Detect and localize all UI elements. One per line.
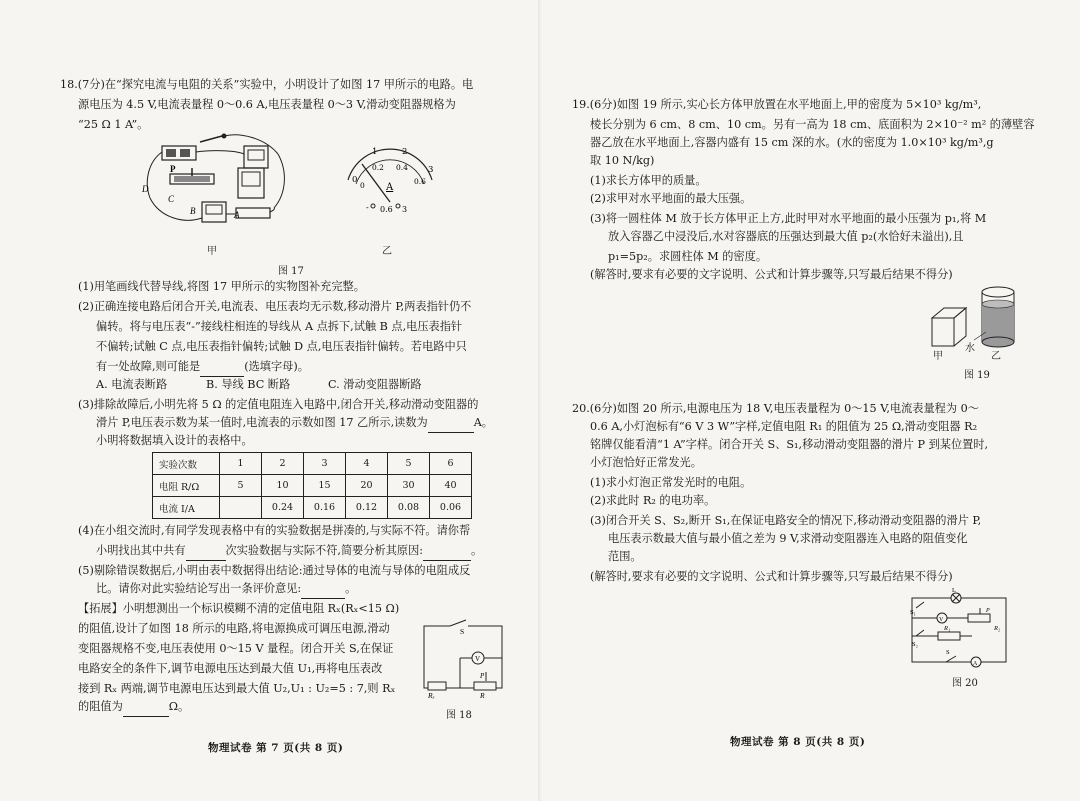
svg-text:V: V [939,617,944,623]
svg-text:S₂: S₂ [912,641,918,648]
table-cell: 20 [346,475,388,497]
q19-line3: 器乙放在水平地面上,容器内盛有 15 cm 深的水。(水的密度为 1.0×10³ kg/m³,g [590,136,994,149]
dial-terminal-06: 0.6 [380,205,393,214]
q18-part2-l2: 偏转。将与电压表“-”接线柱相连的导线从 A 点拆下,试触 B 点,电压表指针 [96,320,463,333]
ext-l1: 【拓展】小明想测出一个标识模糊不清的定值电阻 Rₓ(Rₓ<15 Ω) [78,602,400,615]
dial-tick-3: 3 [428,165,434,175]
table-cell: 0.12 [346,497,388,519]
q19-part2: (2)求甲对水平地面的最大压强。 [590,192,752,205]
svg-text:P: P [170,164,176,174]
dial-terminal-3: 3 [402,205,408,214]
ext-l6 [78,698,189,717]
q19-part1: (1)求长方体甲的质量。 [590,174,707,187]
answer-blank[interactable] [186,542,226,561]
answer-blank[interactable] [123,698,169,717]
q18-part5-l2-end: 。 [345,582,357,595]
table-header-current: 电流 I/A [153,497,220,519]
q18-part1: (1)用笔画线代替导线,将图 17 甲所示的实物图补充完整。 [78,280,365,293]
svg-text:V: V [475,655,481,663]
table-cell: 0.06 [430,497,472,519]
q18-line2: 源电压为 4.5 V,电流表量程 0～0.6 A,电压表量程 0～3 V,滑动变阻器规格为 [78,98,456,111]
ext-l4: 电路安全的条件下,调节电源电压达到最大值 U₁,再将电压表改 [78,662,383,675]
answer-blank[interactable] [200,358,244,377]
q18-part4-l1: (4)在小组交流时,有同学发现表格中有的实验数据是拼凑的,与实际不符。请你帮 [78,524,471,537]
svg-text:B: B [190,206,196,216]
q18-part2-l4-suffix: (选填字母)。 [244,360,309,373]
fig19-yi-label: 乙 [991,351,1001,362]
exam-page-8 [540,0,1080,801]
dial-tick-06: 0.6 [414,177,426,186]
table-cell: 40 [430,475,472,497]
q18-part2-l4 [96,358,309,377]
q18-part5-l2 [96,580,356,599]
answer-blank[interactable] [423,542,471,561]
table-row [153,497,472,519]
fig19-water-label: 水 [965,343,975,354]
q19-part3-l3: p₁=5p₂。求圆柱体 M 的密度。 [608,250,768,263]
ext-l6-text: 的阻值为 [78,700,123,713]
fig19-jia-label: 甲 [933,351,943,362]
table-cell: 15 [304,475,346,497]
q20-part3-l3: 范围。 [608,550,642,563]
q19-line4: 取 10 N/kg) [590,154,655,167]
svg-text:A: A [234,210,240,220]
svg-text:C: C [168,194,175,204]
q18-part4-l2-text: 小明找出其中共有 [96,544,186,557]
q19-note: (解答时,要求有必要的文字说明、公式和计算步骤等,只写最后结果不得分) [590,268,953,281]
q18-line1: 18.(7分)在“探究电流与电阻的关系”实验中，小明设计了如图 17 甲所示的电路。电 [60,78,474,91]
table-cell: 0.08 [388,497,430,519]
svg-text:A: A [973,661,978,667]
dial-tick-04: 0.4 [396,163,408,172]
q18-part2-l3: 不偏转;试触 C 点,电压表指针偏转;试触 D 点,电压表指针偏转。若电路中只 [96,340,467,353]
q18-option-b: B. 导线 BC 断路 [206,378,291,391]
svg-text:R₂: R₂ [994,625,1001,632]
table-cell: 10 [262,475,304,497]
fig17-jia-label: 甲 [207,246,217,257]
ext-l3: 变阻器规格不变,电压表使用 0～15 V 量程。闭合开关 S,在保证 [78,642,394,655]
table-cell: 5 [220,475,262,497]
q19-line1: 19.(6分)如图 19 所示,实心长方体甲放置在水平地面上,甲的密度为 5×10³ kg/m³, [572,98,982,111]
fig18-circuit [420,618,508,700]
svg-text:L: L [952,587,956,594]
dial-unit: A [386,182,394,193]
svg-text:Rₓ: Rₓ [428,691,435,700]
fig20-circuit [906,588,1016,670]
dial-tick-0b: 0 [360,181,365,190]
q18-part3-l1: (3)排除故障后,小明先将 5 Ω 的定值电阻连入电路中,闭合开关,移动滑动变阻器的 [78,398,479,411]
q18-part2-l4-text: 有一处故障,则可能是 [96,360,201,373]
q20-line3: 铭牌仅能看清“1 A”字样。闭合开关 S、S₁,移动滑动变阻器的滑片 P 到某位置时, [590,438,989,451]
svg-text:S: S [946,649,950,656]
svg-text:S₁: S₁ [910,609,916,616]
table-row [153,453,472,475]
svg-text:S: S [460,627,465,636]
q19-part3-l1: (3)将一圆柱体 M 放于长方体甲正上方,此时甲对水平地面的最小压强为 p₁,将 M [590,212,987,225]
q18-line3: “25 Ω 1 A”。 [78,118,149,131]
q18-option-a: A. 电流表断路 [96,378,168,391]
dial-tick-2: 2 [402,147,408,157]
svg-text:R₁: R₁ [944,625,951,632]
ext-l6-unit: Ω。 [168,700,190,713]
ext-l2: 的阻值,设计了如图 18 所示的电路,将电源换成可调压电源,滑动 [78,622,390,635]
fig17-ammeter-dial [340,140,440,220]
table-cell: 2 [262,453,304,475]
q18-part3-l2-text: 滑片 P,电压表示数为某一值时,电流表的示数如图 17 乙所示,读数为 [96,416,428,429]
q20-line2: 0.6 A,小灯泡标有“6 V 3 W”字样,定值电阻 R₁ 的阻值为 25 Ω,滑动变阻器 R₂ [590,420,978,433]
q18-part3-l2 [96,414,493,433]
page-footer-left: 物理试卷 第 7 页(共 8 页) [208,742,344,754]
svg-text:P: P [986,608,990,614]
q20-part3-l2: 电压表示数最大值与最小值之差为 9 V,求滑动变阻器连入电路的阻值变化 [608,532,968,545]
q20-note: (解答时,要求有必要的文字说明、公式和计算步骤等,只写最后结果不得分) [590,570,953,583]
dial-tick-0a: 0 [352,175,358,185]
q18-part4-l2 [96,542,482,561]
table-cell: 3 [304,453,346,475]
dial-tick-02: 0.2 [372,163,384,172]
table-row [153,475,472,497]
q18-part3-l3: 小明将数据填入设计的表格中。 [96,434,253,447]
table-header-resistance: 电阻 R/Ω [153,475,220,497]
table-cell: 0.16 [304,497,346,519]
q20-part1: (1)求小灯泡正常发光时的电阻。 [590,476,752,489]
data-table [152,452,472,519]
fig17-yi-label: 乙 [382,246,392,257]
q19-line2: 棱长分别为 6 cm、8 cm、10 cm。另有一高为 18 cm、底面积为 2×10⁻² m² 的薄壁容 [590,118,1035,131]
fig17-circuit [140,132,300,242]
fig19-caption: 图 19 [964,370,990,381]
q18-part4-l2-end: 。 [471,544,483,557]
svg-text:D: D [142,184,149,194]
table-cell: 0.24 [262,497,304,519]
q20-part3-l1: (3)闭合开关 S、S₂,断开 S₁,在保证电路安全的情况下,移动滑动变阻器的滑片 P, [590,514,982,527]
answer-blank[interactable] [301,580,345,599]
page-footer-right: 物理试卷 第 8 页(共 8 页) [730,736,866,748]
dial-terminal-minus: - [366,203,369,212]
table-cell: 5 [388,453,430,475]
q18-part5-l1: (5)剔除错误数据后,小明由表中数据得出结论:通过导体的电流与导体的电阻成反 [78,564,471,577]
answer-blank[interactable] [428,414,474,433]
svg-text:P: P [480,672,485,680]
fig17-caption: 图 17 [278,266,304,277]
fig20-caption: 图 20 [952,678,978,689]
svg-text:R: R [480,691,485,700]
q20-line4: 小灯泡恰好正常发光。 [590,456,702,469]
table-cell: 30 [388,475,430,497]
fig18-caption: 图 18 [446,710,472,721]
q18-part5-l2-text: 比。请你对此实验结论写出一条评价意见: [96,582,302,595]
table-cell[interactable] [220,497,262,519]
table-cell: 6 [430,453,472,475]
table-header-count: 实验次数 [153,453,220,475]
q20-line1: 20.(6分)如图 20 所示,电源电压为 18 V,电压表量程为 0～15 V,电流表量程为 0～ [572,402,979,415]
table-cell: 1 [220,453,262,475]
q18-option-c: C. 滑动变阻器断路 [328,378,422,391]
q18-part2-l1: (2)正确连接电路后闭合开关,电流表、电压表均无示数,移动滑片 P,两表指针仍不 [78,300,472,313]
q19-part3-l2: 放入容器乙中浸没后,水对容器底的压强达到最大值 p₂(水恰好未溢出),且 [608,230,964,243]
q18-part4-l2-mid: 次实验数据与实际不符,简要分析其原因: [225,544,424,557]
q18-part3-l2-suffix: A。 [473,416,493,429]
table-cell: 4 [346,453,388,475]
dial-tick-1: 1 [372,147,378,157]
q20-part2: (2)求此时 R₂ 的电功率。 [590,494,716,507]
ext-l5: 接到 Rₓ 两端,调节电源电压达到最大值 U₂,U₁ : U₂=5 : 7,则 Rₓ [78,682,396,695]
